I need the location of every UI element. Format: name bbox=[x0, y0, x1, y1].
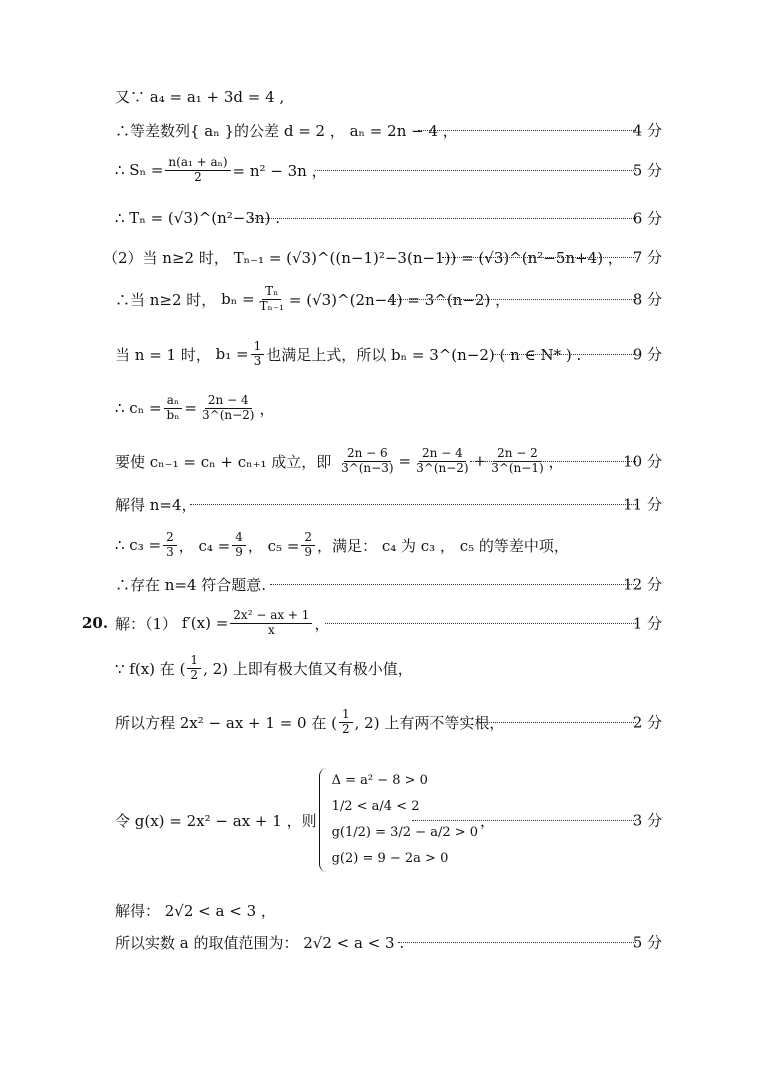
lhs: b₁ = bbox=[215, 345, 249, 363]
score-mark: 11 分 bbox=[623, 495, 662, 514]
numerator: 1 bbox=[251, 340, 265, 354]
dot-leader bbox=[442, 257, 636, 258]
rhs: ，满足： c₄ 为 c₃ ， c₅ 的等差中项， bbox=[317, 536, 569, 555]
fraction bbox=[230, 609, 312, 636]
score-mark: 8 分 bbox=[632, 290, 662, 309]
line-text: 解得 n=4， bbox=[115, 495, 197, 514]
fraction bbox=[187, 654, 201, 681]
score-mark: 4 分 bbox=[632, 121, 662, 140]
numerator: 1 bbox=[339, 708, 353, 722]
dot-leader bbox=[492, 354, 636, 355]
lhs: ∴ c₃ = bbox=[115, 536, 162, 554]
solution-line bbox=[0, 760, 760, 880]
dot-leader bbox=[390, 299, 636, 300]
dot-leader bbox=[270, 584, 636, 585]
lhs: ∴ Sₙ = bbox=[115, 161, 164, 179]
fraction bbox=[199, 394, 257, 421]
solution-line bbox=[0, 388, 760, 428]
denominator: 3 bbox=[253, 353, 262, 368]
rhs: , 2) 上即有极大值又有极小值， bbox=[203, 659, 413, 678]
score-mark: 12 分 bbox=[623, 575, 662, 594]
score-mark: 9 分 bbox=[632, 345, 662, 364]
solution-line bbox=[0, 922, 760, 962]
solution-line bbox=[0, 648, 760, 688]
denominator: 9 bbox=[235, 544, 243, 559]
denominator: Tₙ₋₁ bbox=[259, 298, 284, 313]
line-text: ∴ Tₙ = (√3)^(n²−3n) . bbox=[115, 209, 280, 227]
fraction bbox=[338, 447, 396, 474]
score-mark: 2 分 bbox=[632, 713, 662, 732]
numerator: 2n − 6 bbox=[344, 447, 391, 461]
dot-leader bbox=[480, 722, 636, 723]
solution-line bbox=[0, 237, 760, 277]
line-text: 所以实数 a 的取值范围为： 2√2 < a < 3 . bbox=[115, 933, 405, 952]
solution-line bbox=[0, 525, 760, 565]
dot-leader bbox=[398, 942, 636, 943]
lhs: f′(x) = bbox=[181, 614, 229, 632]
question-number: 20. bbox=[82, 614, 109, 632]
text: ， c₅ = bbox=[247, 536, 300, 555]
dot-leader bbox=[325, 623, 636, 624]
rhs: 也满足上式，所以 bₙ = 3^(n−2) ( n ∈ N* ) . bbox=[266, 345, 582, 364]
lhs: ∴ cₙ = bbox=[115, 399, 162, 417]
numerator: 2n − 2 bbox=[494, 447, 541, 461]
prefix: 所以方程 2x² − ax + 1 = 0 在 ( bbox=[115, 713, 337, 732]
score-mark: 5 分 bbox=[632, 161, 662, 180]
denominator: bₙ bbox=[166, 407, 180, 422]
fraction bbox=[163, 531, 177, 558]
fraction bbox=[165, 156, 230, 183]
case-row: g(2) = 9 − 2a > 0 bbox=[331, 850, 449, 866]
solution-line bbox=[0, 702, 760, 742]
solution-line bbox=[0, 564, 760, 604]
numerator: aₙ bbox=[164, 394, 182, 408]
line-text bbox=[115, 525, 569, 565]
dot-leader bbox=[250, 218, 636, 219]
dot-leader bbox=[315, 170, 636, 171]
numerator: 2 bbox=[301, 531, 315, 545]
case-row: g(1/2) = 3/2 − a/2 > 0 bbox=[331, 824, 479, 840]
line-text bbox=[115, 648, 413, 688]
line-text bbox=[115, 702, 504, 742]
case-row: Δ = a² − 8 > 0 bbox=[331, 772, 428, 788]
numerator: 2n − 4 bbox=[205, 394, 252, 408]
line-text: ∴ cₙ = $\frac{\text{aₙ}}{\text{bₙ}}$ = $\frac{2n - 4}{3\^{}(n-2)}$ ， bbox=[115, 393, 275, 422]
numerator: 1 bbox=[187, 654, 201, 668]
solution-line bbox=[0, 150, 760, 190]
denominator: 3^(n−2) bbox=[416, 460, 469, 475]
numerator: n(a₁ + aₙ) bbox=[165, 156, 230, 170]
rhs: ， bbox=[259, 399, 275, 418]
denominator: 2 bbox=[341, 721, 350, 736]
line-text bbox=[115, 603, 329, 643]
dot-leader bbox=[190, 504, 636, 505]
denominator: x bbox=[267, 622, 275, 637]
score-mark: 10 分 bbox=[623, 452, 662, 471]
case-row: 1/2 < a/4 < 2 bbox=[331, 798, 420, 814]
denominator: 2 bbox=[194, 169, 202, 184]
rhs: ， bbox=[548, 452, 564, 471]
score-mark: 3 分 bbox=[632, 811, 662, 830]
prefix: ∴当 n≥2 时， bbox=[115, 290, 217, 309]
dot-leader bbox=[418, 130, 636, 131]
prefix: 令 g(x) = 2x² − ax + 1 ，则 bbox=[115, 811, 317, 830]
fraction bbox=[257, 285, 287, 312]
fraction bbox=[251, 340, 265, 367]
prefix: 要使 cₙ₋₁ = cₙ + cₙ₊₁ 成立，即 bbox=[115, 452, 332, 471]
line-text: 又∵ a₄ = a₁ + 3d = 4 , bbox=[115, 87, 285, 106]
line-text: 要使 cₙ₋₁ = cₙ + cₙ₊₁ 成立，即 $\frac{2n - 6}{3\^{}(n-3)}$ = $\frac{2n - 4}{3\^{}(n-2)}$ + $\frac{2n - 2}{3\^{}(n-1)}$ ， bbox=[115, 446, 564, 475]
score-mark: 6 分 bbox=[632, 209, 662, 228]
line-text bbox=[115, 150, 327, 190]
denominator: 3 bbox=[166, 544, 174, 559]
prefix: 当 n = 1 时， bbox=[115, 345, 211, 364]
denominator: 2 bbox=[190, 667, 199, 682]
numerator: Tₙ bbox=[262, 285, 281, 299]
text: ， c₄ = bbox=[178, 536, 231, 555]
fraction bbox=[301, 531, 315, 558]
score-mark: 1 分 bbox=[632, 614, 662, 633]
fraction bbox=[164, 394, 183, 421]
denominator: 3^(n−2) bbox=[202, 407, 255, 422]
denominator: 3^(n−3) bbox=[341, 460, 394, 475]
solution-line bbox=[0, 441, 760, 481]
rhs: = n² − 3n ， bbox=[232, 161, 327, 180]
lhs: bₙ = bbox=[221, 290, 255, 308]
rhs: ， bbox=[314, 614, 330, 633]
solution-line bbox=[0, 279, 760, 319]
dot-leader bbox=[412, 820, 636, 821]
line-text: （2）当 n≥2 时， Tₙ₋₁ = (√3)^((n−1)²−3(n−1)) = (√3)^(n²−5n+4) ， bbox=[103, 248, 623, 267]
fraction bbox=[413, 447, 471, 474]
rhs: , 2) 上有两不等实根， bbox=[354, 713, 505, 732]
prefix: 解：（1） bbox=[115, 614, 178, 633]
solution-line bbox=[0, 484, 760, 524]
prefix: ∵ f(x) 在 ( bbox=[115, 659, 186, 678]
line-text: ∴存在 n=4 符合题意. bbox=[115, 575, 267, 594]
score-mark: 7 分 bbox=[632, 248, 662, 267]
dot-leader bbox=[470, 461, 636, 462]
solution-line bbox=[0, 603, 760, 643]
denominator: 3^(n−1) bbox=[491, 460, 544, 475]
numerator: 2x² − ax + 1 bbox=[230, 609, 312, 623]
line-text: 解得： 2√2 < a < 3 ， bbox=[115, 901, 276, 920]
numerator: 2n − 4 bbox=[419, 447, 466, 461]
denominator: 9 bbox=[304, 544, 313, 559]
score-mark: 5 分 bbox=[632, 933, 662, 952]
solution-line bbox=[0, 334, 760, 374]
rhs: = (√3)^(2n−4) = 3^(n−2) ， bbox=[288, 290, 511, 309]
line-text: ∴等差数列{ aₙ }的公差 d = 2 ， aₙ = 2n − 4 ， bbox=[115, 121, 458, 140]
fraction bbox=[339, 708, 353, 735]
solution-line bbox=[0, 110, 760, 150]
rhs: ， bbox=[480, 811, 496, 830]
left-brace bbox=[319, 768, 328, 872]
fraction bbox=[232, 531, 246, 558]
numerator: 2 bbox=[163, 531, 177, 545]
solution-line bbox=[0, 198, 760, 238]
numerator: 4 bbox=[232, 531, 246, 545]
